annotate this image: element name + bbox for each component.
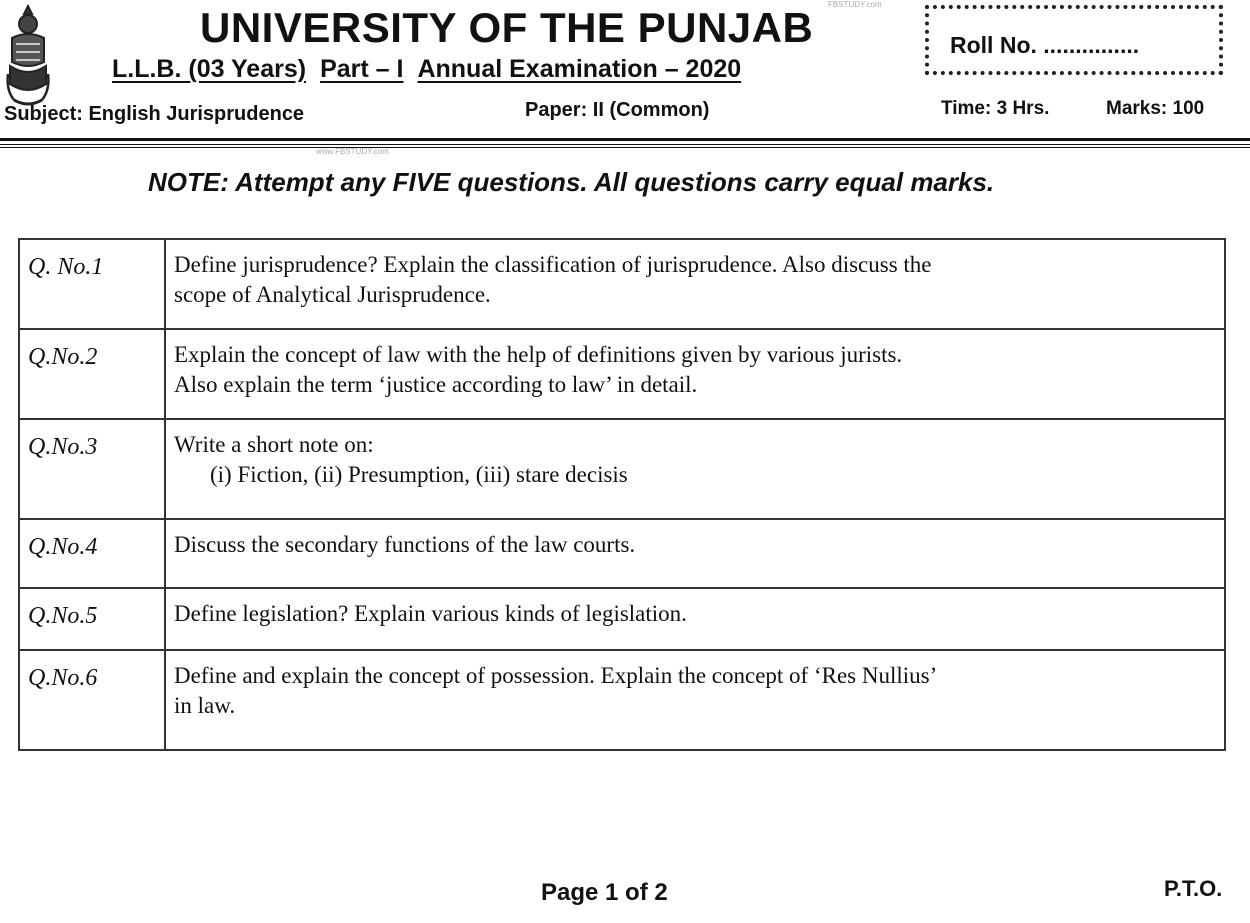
question-number: Q.No.5 bbox=[20, 589, 166, 649]
question-number: Q.No.4 bbox=[20, 520, 166, 587]
question-row-3 bbox=[20, 420, 1224, 520]
question-line: Also explain the term ‘justice according to law’ in detail. bbox=[174, 372, 698, 397]
question-subparts: (i) Fiction, (ii) Presumption, (iii) stare decisis bbox=[210, 462, 628, 487]
questions-table bbox=[18, 238, 1226, 751]
marks-label: Marks: 100 bbox=[1106, 98, 1205, 119]
paper-label: Paper: II (Common) bbox=[525, 99, 710, 121]
annual-exam-label: Annual Examination – 2020 bbox=[417, 55, 742, 83]
question-number: Q.No.3 bbox=[20, 420, 166, 518]
question-text bbox=[166, 589, 1224, 649]
part-label: Part – I bbox=[320, 55, 404, 83]
question-text bbox=[166, 330, 1224, 418]
exam-line bbox=[112, 55, 755, 84]
question-line: Write a short note on: bbox=[174, 432, 374, 457]
question-row-2 bbox=[20, 330, 1224, 420]
question-line: Discuss the secondary functions of the law courts. bbox=[174, 532, 636, 557]
pto-label: P.T.O. bbox=[1164, 876, 1223, 901]
page-number: Page 1 of 2 bbox=[541, 879, 668, 906]
question-row-1 bbox=[20, 240, 1224, 330]
subject-label: Subject: English Jurisprudence bbox=[4, 103, 305, 125]
question-number: Q. No.1 bbox=[20, 240, 166, 328]
watermark-top: FBSTUDY.com bbox=[828, 0, 882, 9]
question-line: scope of Analytical Jurisprudence. bbox=[174, 282, 491, 307]
question-line: Define legislation? Explain various kinds of legislation. bbox=[174, 601, 687, 626]
instructions-note: NOTE: Attempt any FIVE questions. All questions carry equal marks. bbox=[148, 167, 995, 197]
time-label: Time: 3 Hrs. bbox=[941, 98, 1050, 119]
header-rule-thick bbox=[0, 138, 1250, 141]
program-label: L.L.B. (03 Years) bbox=[112, 55, 307, 83]
header-rule-thin-2 bbox=[0, 147, 1250, 148]
question-text bbox=[166, 240, 1224, 328]
roll-number-label: Roll No. ............... bbox=[950, 32, 1140, 58]
question-number: Q.No.2 bbox=[20, 330, 166, 418]
question-text bbox=[166, 520, 1224, 587]
question-row-4 bbox=[20, 520, 1224, 589]
header-rule-thin-1 bbox=[0, 144, 1250, 145]
question-line: Define jurisprudence? Explain the classification of jurisprudence. Also discuss the bbox=[174, 252, 932, 277]
university-title: UNIVERSITY OF THE PUNJAB bbox=[200, 4, 814, 51]
university-seal-logo bbox=[6, 4, 50, 108]
watermark-middle: www.FBSTUDY.com bbox=[316, 147, 389, 156]
question-row-5 bbox=[20, 589, 1224, 651]
question-text bbox=[166, 420, 1224, 518]
question-text bbox=[166, 651, 1224, 749]
question-number: Q.No.6 bbox=[20, 651, 166, 749]
question-line: in law. bbox=[174, 693, 236, 718]
question-row-6 bbox=[20, 651, 1224, 751]
question-line: Explain the concept of law with the help of definitions given by various jurists. bbox=[174, 342, 903, 367]
question-line: Define and explain the concept of possession. Explain the concept of ‘Res Nullius’ bbox=[174, 663, 938, 688]
